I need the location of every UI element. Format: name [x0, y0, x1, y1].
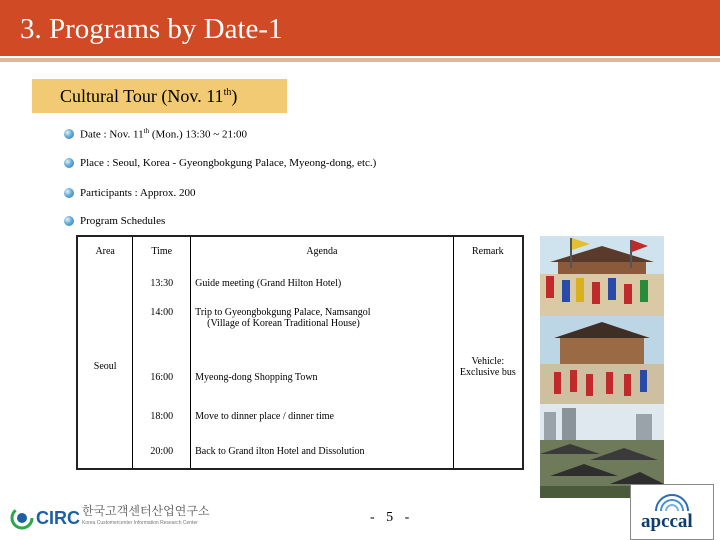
- time-cell: 13:30: [150, 277, 174, 289]
- time-cell: 20:00: [150, 446, 174, 457]
- agenda-cell: [191, 301, 454, 357]
- agenda-cell: Back to Grand ilton Hotel and Dissolution: [191, 435, 454, 469]
- bullet-icon: [64, 158, 74, 168]
- bullet-text: Program Schedules: [80, 215, 166, 227]
- header-remark: Remark: [472, 245, 504, 257]
- agenda-cell: Myeong-dong Shopping Town: [191, 357, 454, 397]
- table-row: [77, 265, 523, 301]
- bullet-icon: [64, 188, 74, 198]
- page-number: - 5 -: [370, 510, 414, 525]
- time-cell: 14:00: [150, 307, 174, 318]
- page-title: 3. Programs by Date-1: [20, 13, 283, 45]
- bullet-text: Place : Seoul, Korea - Gyeongbokgung Palace, Myeong-dong, etc.): [80, 157, 377, 169]
- photo-palace-gate: [540, 316, 664, 410]
- header-time: Time: [151, 245, 173, 257]
- bullet-icon: [64, 129, 74, 139]
- institute-name: 한국고객센터산업연구소: [82, 504, 210, 518]
- bullet-schedules: [64, 215, 165, 227]
- agenda-line-2: (Village of Korean Traditional House): [207, 318, 360, 329]
- apccal-logo-text: apccal: [641, 511, 693, 532]
- time-cell: 16:00: [150, 371, 174, 383]
- remark-cell: Vehicle: Exclusive bus: [459, 355, 516, 378]
- header-area: Area: [77, 236, 133, 265]
- bullet-place: [64, 157, 376, 169]
- bullet-date: [64, 127, 247, 141]
- time-cell: 18:00: [150, 410, 174, 422]
- header-divider: [0, 58, 720, 62]
- agenda-cell: Move to dinner place / dinner time: [191, 397, 454, 435]
- bullet-participants: [64, 187, 196, 199]
- bullet-icon: [64, 216, 74, 226]
- circ-swoosh-icon: [10, 506, 34, 530]
- bullet-text: Participants : Approx. 200: [80, 187, 196, 199]
- header-agenda: Agenda: [191, 236, 454, 265]
- circ-logo-text: CIRC: [36, 507, 80, 528]
- table-header-row: [77, 236, 523, 265]
- section-title: Cultural Tour (Nov. 11th): [60, 86, 238, 106]
- agenda-cell: Guide meeting (Grand Hilton Hotel): [191, 265, 454, 301]
- circ-logo: [10, 506, 80, 530]
- schedule-table: [76, 235, 524, 470]
- institute-english-name: Korea Customercenter Information Research Center: [82, 520, 198, 526]
- apccal-arcs-icon: [631, 485, 713, 513]
- apccal-logo: [630, 484, 714, 540]
- area-cell: Seoul: [77, 265, 133, 469]
- agenda-line: Trip to Gyeongbokgung Palace, Namsangol: [195, 307, 371, 318]
- bullet-text: Date : Nov. 11th (Mon.) 13:30 ~ 21:00: [80, 127, 248, 141]
